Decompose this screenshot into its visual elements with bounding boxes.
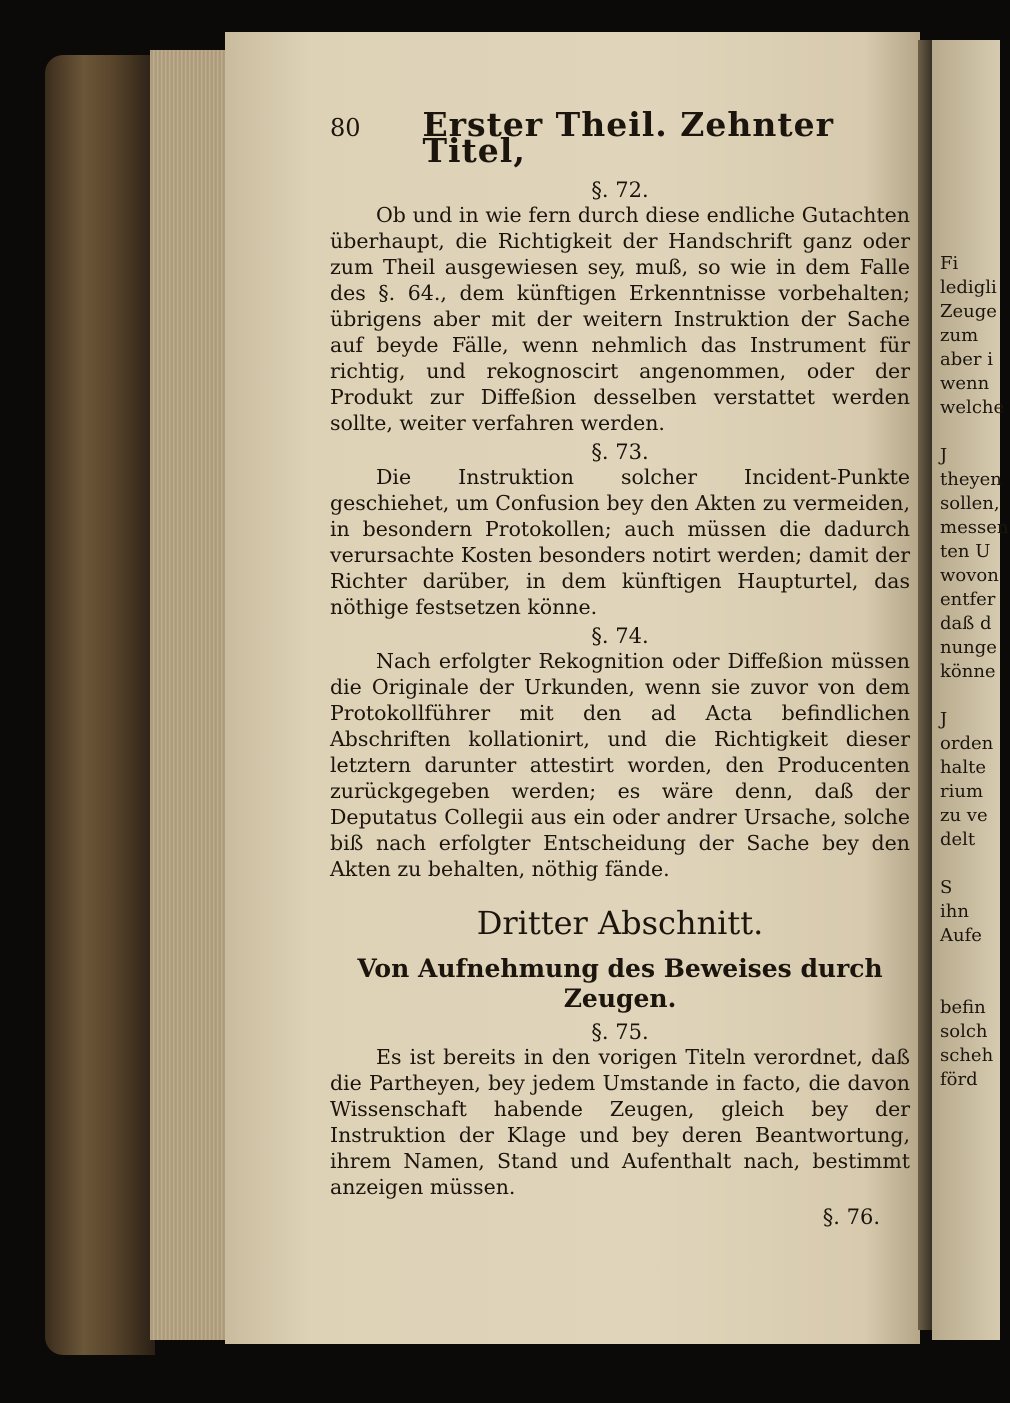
- paragraph: Nach erfolgter Rekognition oder Diffeßion müssen die Originale der Urkunden, wenn sie zuvor von dem Protokollführer mit den ad Acta befindlichen Abschriften kollationirt, und die Richtigkeit dieser letztern darunter attestirt worden, den Producenten zurückgegeben werden; es wäre denn, daß der Deputatus Collegii aus ein oder andrer Ursache, solche biß nach erfolgter Entscheidung der Sache bey den Akten zu behalten, nöthig fände.: [330, 649, 910, 881]
- right-page-line: zum: [940, 325, 979, 346]
- abschnitt-heading: Dritter Abschnitt.: [476, 904, 764, 942]
- right-page-line: theyen: [940, 469, 1002, 490]
- paragraph: Die Instruktion solcher Incident-Punkte geschiehet, um Confusion bey den Akten zu vermeiden, in besondern Protokollen; auch müssen die dadurch verursachte Kosten besonders notirt werden; damit der Richter darüber, in dem künftigen Haupturtel, das nöthige festsetzen könne.: [330, 465, 910, 619]
- book-cover-edge: [45, 55, 155, 1355]
- right-page-line: [940, 852, 1010, 876]
- page-number: 80: [330, 114, 361, 142]
- abschnitt-subheading: Von Aufnehmung des Beweises durch Zeugen.: [357, 954, 883, 1013]
- right-page-line: entfer: [940, 589, 996, 610]
- section-74: [330, 624, 910, 882]
- right-page-line: rium: [940, 781, 984, 802]
- right-page-line: Zeuge: [940, 301, 997, 322]
- right-page-line: ten U: [940, 541, 991, 562]
- right-page-line: delt: [940, 829, 976, 850]
- paragraph: Es ist bereits in den vorigen Titeln verordnet, daß die Partheyen, bey jedem Umstande in facto, die davon Wissenschaft habende Zeugen, gleich bey der Instruktion der Klage und bey deren Beantwortung, ihrem Namen, Stand und Aufenthalt nach, bestimmt anzeigen müssen.: [330, 1045, 910, 1199]
- right-page-line: ihn: [940, 901, 969, 922]
- right-page-line: förd: [940, 1069, 978, 1090]
- right-page: [932, 40, 1009, 1340]
- right-page-line: [940, 948, 1010, 972]
- catchword: §. 76.: [822, 1205, 880, 1229]
- right-page-line: daß d: [940, 613, 992, 634]
- section-number: §. 72.: [591, 178, 649, 202]
- right-page-line: Aufe: [940, 925, 982, 946]
- right-page-line: ledigli: [940, 277, 997, 298]
- right-page-line: [940, 684, 1010, 708]
- right-page-line: scheh: [940, 1045, 994, 1066]
- right-page-line: [940, 972, 1010, 996]
- section-number: §. 74.: [591, 624, 649, 648]
- right-page-line: Fi: [940, 253, 959, 274]
- right-page-line: aber i: [940, 349, 993, 370]
- right-page-line: messen: [940, 517, 1009, 538]
- right-page-line: wenn: [940, 373, 990, 394]
- section-number: §. 73.: [591, 440, 649, 464]
- paragraph: Ob und in wie fern durch diese endliche Gutachten überhaupt, die Richtigkeit der Handschrift ganz oder zum Theil ausgewiesen sey, muß, so wie in dem Falle des §. 64., dem künftigen Erkenntnisse vorbehalten; übrigens aber mit der weitern Instruktion der Sache auf beyde Fälle, wenn nehmlich das Instrument für richtig, und rekognoscirt angenommen, oder der Produkt zur Diffeßion desselben verstattet werden sollte, weiter verfahren werden.: [330, 203, 910, 435]
- running-head: [330, 105, 910, 170]
- right-page-line: halte: [940, 757, 986, 778]
- right-page-line: solch: [940, 1021, 988, 1042]
- section-number: §. 75.: [591, 1020, 649, 1044]
- right-page-line: [940, 420, 1010, 444]
- right-page-line: S: [940, 877, 953, 898]
- right-page-line: J: [940, 709, 948, 730]
- right-page-line: wovon: [940, 565, 999, 586]
- section-72: [330, 178, 910, 436]
- right-page-line: welche: [940, 397, 1005, 418]
- page-text: [330, 105, 910, 1230]
- right-page-line: könne: [940, 661, 996, 682]
- right-page-line: orden: [940, 733, 994, 754]
- right-page-fragments: [940, 252, 1010, 1092]
- right-page-line: nunge: [940, 637, 997, 658]
- right-page-line: sollen,: [940, 493, 1000, 514]
- section-73: [330, 440, 910, 620]
- page-title: Erster Theil. Zehnter Titel,: [422, 105, 834, 170]
- section-75: [330, 1020, 910, 1200]
- right-page-line: zu ve: [940, 805, 988, 826]
- right-page-line: J: [940, 445, 948, 466]
- right-page-line: befin: [940, 997, 986, 1018]
